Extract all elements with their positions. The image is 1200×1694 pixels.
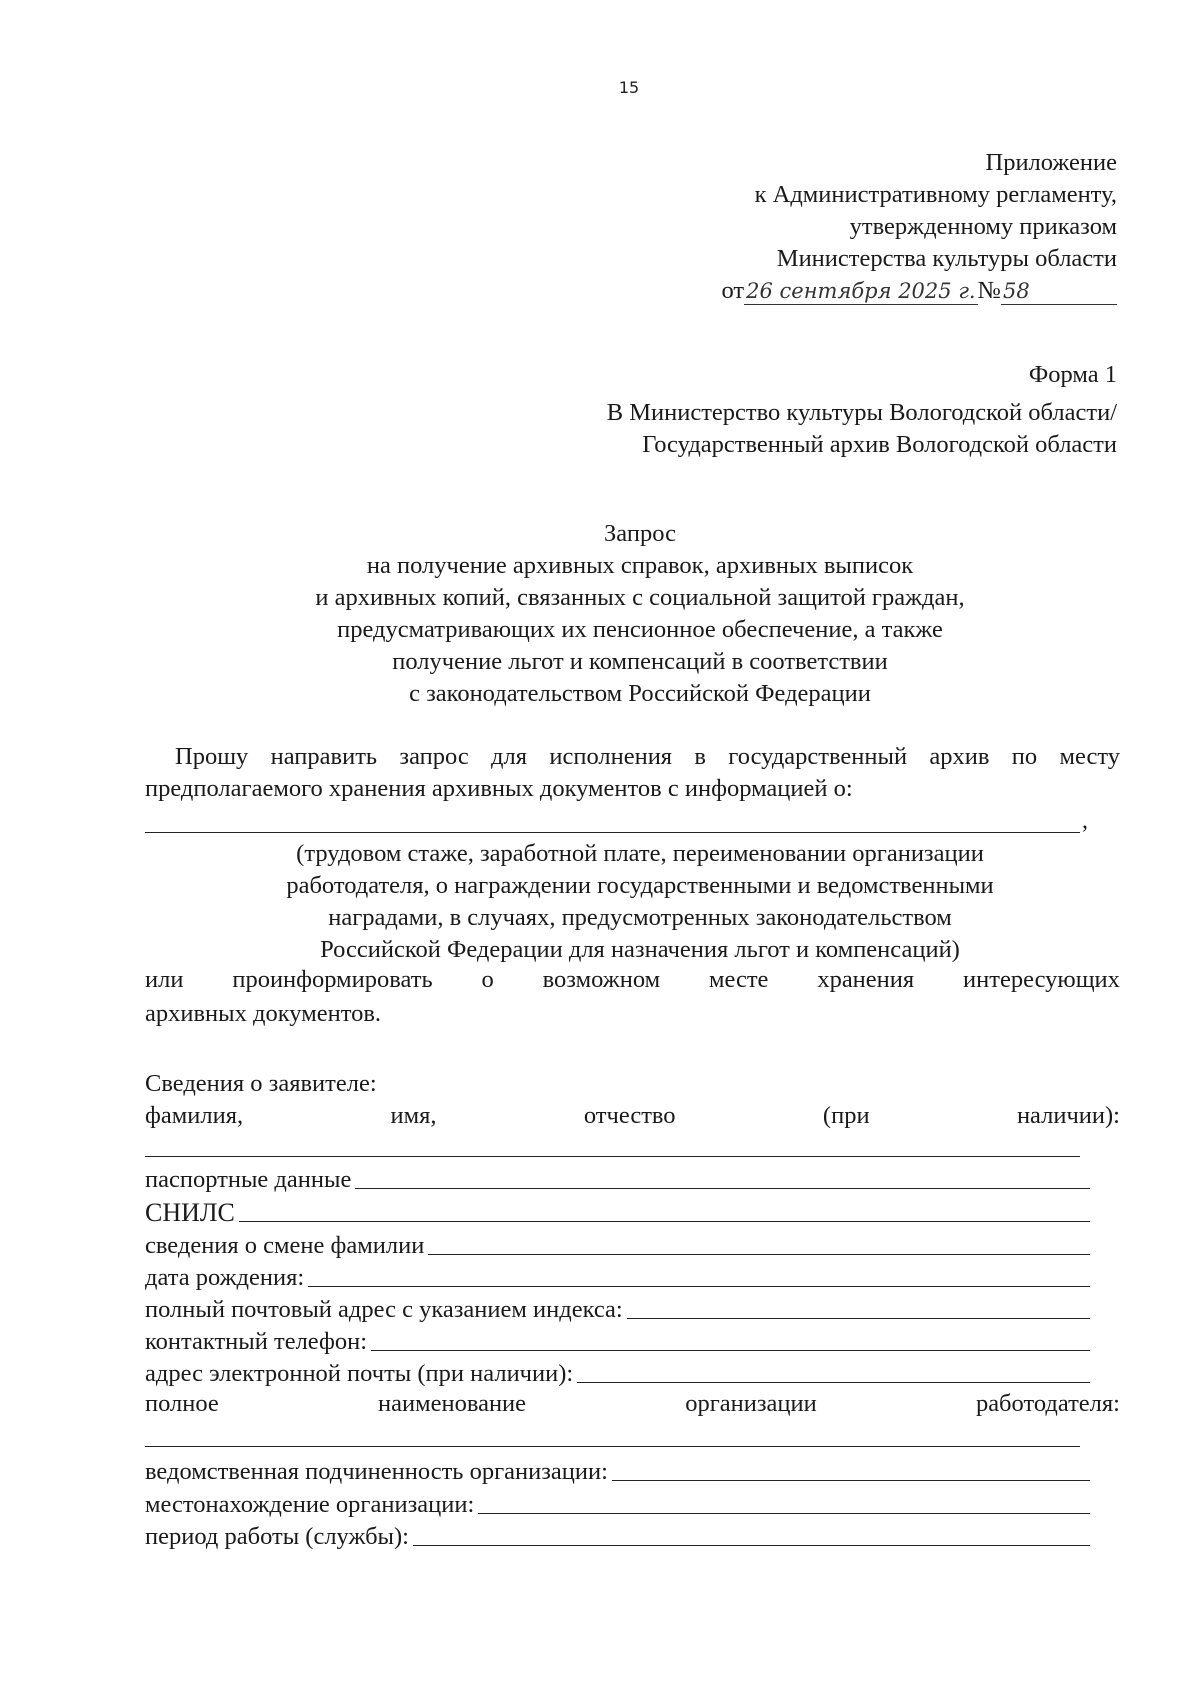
word: (при	[822, 1102, 870, 1129]
word: о	[481, 966, 494, 993]
word: возможном	[542, 966, 661, 993]
appendix-line: к Административному регламенту,	[754, 181, 1117, 208]
work-period-field[interactable]	[145, 1521, 1090, 1553]
recipient-line: Государственный архив Вологодской области	[642, 431, 1117, 458]
subordination-field[interactable]	[145, 1456, 1090, 1488]
name-change-field[interactable]	[145, 1230, 1090, 1262]
birth-date-field[interactable]	[145, 1262, 1090, 1294]
passport-label: паспортные данные	[145, 1166, 352, 1193]
word: хранения	[817, 966, 915, 993]
email-field[interactable]	[145, 1358, 1090, 1390]
work-period-line[interactable]	[413, 1545, 1090, 1546]
page-number: 15	[618, 78, 640, 97]
employer-label-line	[145, 1390, 1120, 1418]
request-subtitle-line: получение льгот и компенсаций в соответствии	[392, 648, 888, 675]
hint-line: работодателя, о награждении государственными и ведомственными	[286, 872, 994, 899]
fio-label-line	[145, 1102, 1120, 1130]
location-label: местонахождение организации:	[145, 1491, 475, 1518]
appendix-line: утвержденному приказом	[849, 213, 1117, 240]
request-subtitle-line: предусматривающих их пенсионное обеспечение, а также	[337, 616, 943, 643]
word: проинформировать	[232, 966, 433, 993]
subordination-line[interactable]	[612, 1480, 1090, 1481]
applicant-heading: Сведения о заявителе:	[145, 1070, 377, 1097]
snils-line[interactable]	[239, 1221, 1090, 1222]
request-subtitle-line: и архивных копий, связанных с социальной защитой граждан,	[315, 584, 965, 611]
appendix-header	[721, 147, 1117, 307]
name-change-label: сведения о смене фамилии	[145, 1232, 425, 1259]
appendix-line: Министерства культуры области	[776, 245, 1117, 272]
request-paragraph: Прошу направить запрос для исполнения в государственный архив по месту предполагаемого хранения архивных документов с информацией о:	[145, 743, 1120, 802]
address-label: полный почтовый адрес с указанием индекса:	[145, 1296, 623, 1323]
word: полное	[145, 1390, 219, 1417]
hint-line: наградами, в случаях, предусмотренных законодательством	[328, 904, 952, 931]
word: работодателя:	[975, 1390, 1120, 1417]
phone-label: контактный телефон:	[145, 1328, 368, 1355]
info-fill-line[interactable]	[145, 832, 1080, 833]
paragraph2-line2: архивных документов.	[145, 1000, 382, 1027]
hint-line: (трудовом стаже, заработной плате, переименовании организации	[296, 840, 984, 867]
word: интересующих	[963, 966, 1120, 993]
email-line[interactable]	[577, 1382, 1090, 1383]
date-prefix: от	[721, 277, 745, 304]
address-line[interactable]	[627, 1318, 1090, 1319]
subordination-label: ведомственная подчиненность организации:	[145, 1458, 608, 1485]
snils-field[interactable]	[145, 1197, 1090, 1229]
request-title-block	[160, 518, 1120, 710]
paragraph2-line1	[145, 966, 1120, 994]
form-label: Форма 1	[1028, 361, 1117, 388]
request-subtitle-line: с законодательством Российской Федерации	[409, 680, 871, 707]
word: организации	[685, 1390, 817, 1417]
info-hint	[200, 838, 1080, 966]
word: или	[145, 966, 184, 993]
fio-fill-line[interactable]	[145, 1156, 1080, 1157]
order-date-number	[721, 275, 1117, 307]
recipient-block	[607, 397, 1117, 461]
passport-line[interactable]	[355, 1188, 1090, 1189]
comma: ,	[1082, 808, 1088, 834]
number-prefix: №	[977, 277, 1001, 304]
snils-label: СНИЛС	[145, 1198, 235, 1227]
location-field[interactable]	[145, 1489, 1090, 1521]
handwritten-date: 26 сентября 2025 г.	[746, 279, 976, 303]
work-period-label: период работы (службы):	[145, 1523, 409, 1550]
email-label: адрес электронной почты (при наличии):	[145, 1360, 574, 1387]
word: наличии):	[1016, 1102, 1120, 1129]
word: отчество	[583, 1102, 676, 1129]
name-change-line[interactable]	[428, 1254, 1090, 1255]
birth-date-label: дата рождения:	[145, 1264, 305, 1291]
location-line[interactable]	[478, 1513, 1090, 1514]
birth-date-line[interactable]	[308, 1286, 1090, 1287]
word: имя,	[390, 1102, 437, 1129]
appendix-line: Приложение	[985, 149, 1117, 176]
passport-field[interactable]	[145, 1164, 1090, 1196]
handwritten-number: 58	[1001, 278, 1117, 305]
employer-fill-line[interactable]	[145, 1446, 1080, 1447]
recipient-line: В Министерство культуры Вологодской области/	[606, 399, 1117, 426]
request-subtitle-line: на получение архивных справок, архивных выписок	[366, 552, 914, 579]
word: наименование	[377, 1390, 527, 1417]
phone-line[interactable]	[371, 1350, 1090, 1351]
phone-field[interactable]	[145, 1326, 1090, 1358]
word: фамилия,	[145, 1102, 244, 1129]
hint-line: Российской Федерации для назначения льгот и компенсаций)	[320, 936, 960, 963]
word: месте	[708, 966, 769, 993]
address-field[interactable]	[145, 1294, 1090, 1326]
request-title: Запрос	[604, 520, 676, 547]
